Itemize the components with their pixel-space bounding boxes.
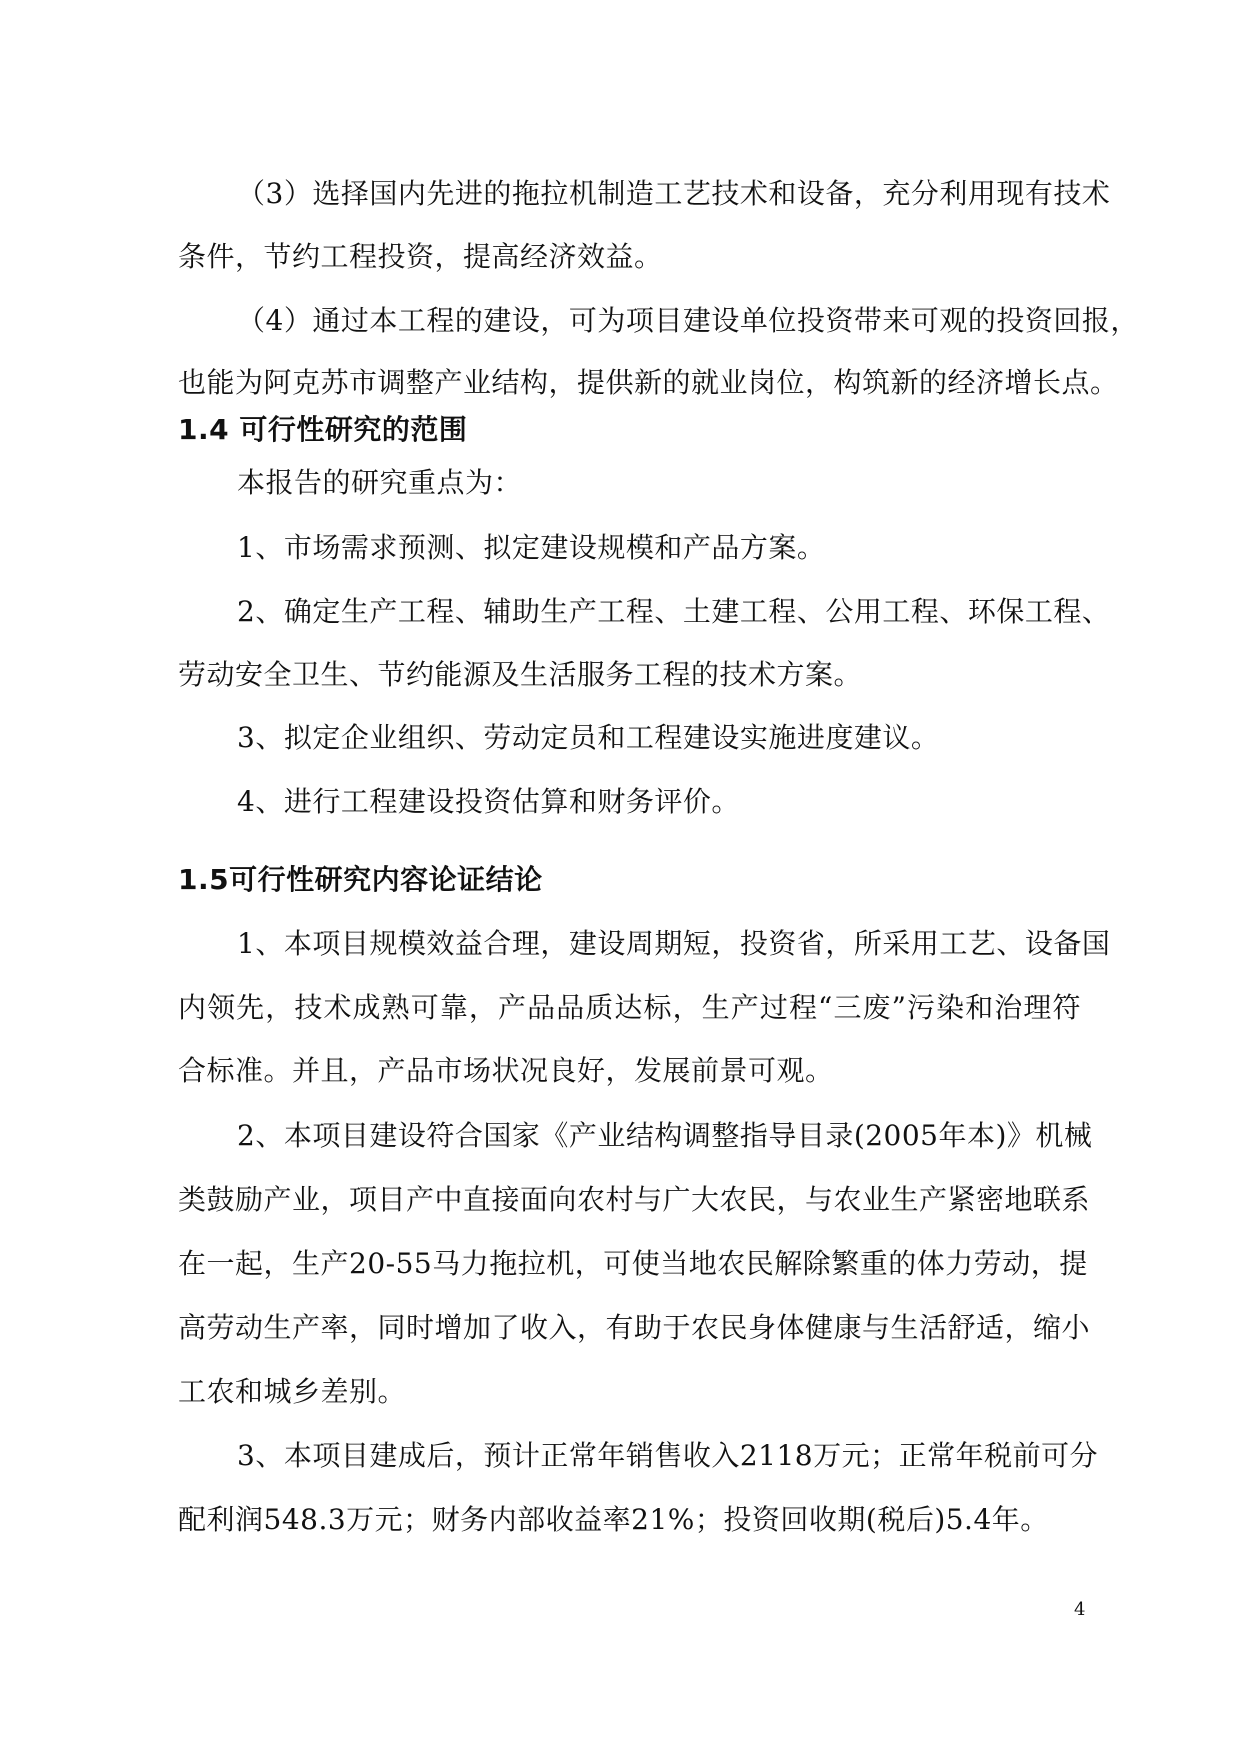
research-item-4: 4、进行工程建设投资估算和财务评价。 <box>237 785 740 818</box>
conclusion-1-line-3: 合标准。并且，产品市场状况良好，发展前景可观。 <box>178 1054 834 1087</box>
conclusion-3-line-2: 配利润548.3万元；财务内部收益率21%；投资回收期(税后)5.4年。 <box>178 1503 1049 1536</box>
conclusion-2-line-4: 高劳动生产率，同时增加了收入，有助于农民身体健康与生活舒适，缩小 <box>178 1311 1091 1344</box>
paragraph-3-line-1: （3）选择国内先进的拖拉机制造工艺技术和设备，充分利用现有技术 <box>237 177 1111 210</box>
section-heading-1-5: 1.5可行性研究内容论证结论 <box>178 863 543 896</box>
conclusion-2-line-1: 2、本项目建设符合国家《产业结构调整指导目录(2005年本)》机械 <box>237 1119 1093 1152</box>
research-item-1: 1、市场需求预测、拟定建设规模和产品方案。 <box>237 531 826 564</box>
conclusion-1-line-2: 内领先，技术成熟可靠，产品品质达标，生产过程“三废”污染和治理符 <box>178 991 1081 1024</box>
conclusion-2-line-3: 在一起，生产20-55马力拖拉机，可使当地农民解除繁重的体力劳动，提 <box>178 1247 1088 1280</box>
paragraph-4-line-2: 也能为阿克苏市调整产业结构，提供新的就业岗位，构筑新的经济增长点。 <box>178 366 1119 399</box>
research-item-2-line-2: 劳动安全卫生、节约能源及生活服务工程的技术方案。 <box>178 658 863 691</box>
page-number: 4 <box>1074 1599 1086 1620</box>
section-heading-1-4: 1.4 可行性研究的范围 <box>178 413 468 446</box>
research-item-3: 3、拟定企业组织、劳动定员和工程建设实施进度建议。 <box>237 721 940 754</box>
research-focus-intro: 本报告的研究重点为： <box>237 466 523 499</box>
conclusion-1-line-1: 1、本项目规模效益合理，建设周期短，投资省，所采用工艺、设备国 <box>237 927 1111 960</box>
paragraph-3-line-2: 条件，节约工程投资，提高经济效益。 <box>178 240 663 273</box>
conclusion-2-line-5: 工农和城乡差别。 <box>178 1375 407 1408</box>
conclusion-3-line-1: 3、本项目建成后，预计正常年销售收入2118万元；正常年税前可分 <box>237 1439 1099 1472</box>
paragraph-4-line-1: （4）通过本工程的建设，可为项目建设单位投资带来可观的投资回报， <box>237 304 1139 337</box>
research-item-2-line-1: 2、确定生产工程、辅助生产工程、土建工程、公用工程、环保工程、 <box>237 595 1111 628</box>
conclusion-2-line-2: 类鼓励产业，项目产中直接面向农村与广大农民，与农业生产紧密地联系 <box>178 1183 1091 1216</box>
